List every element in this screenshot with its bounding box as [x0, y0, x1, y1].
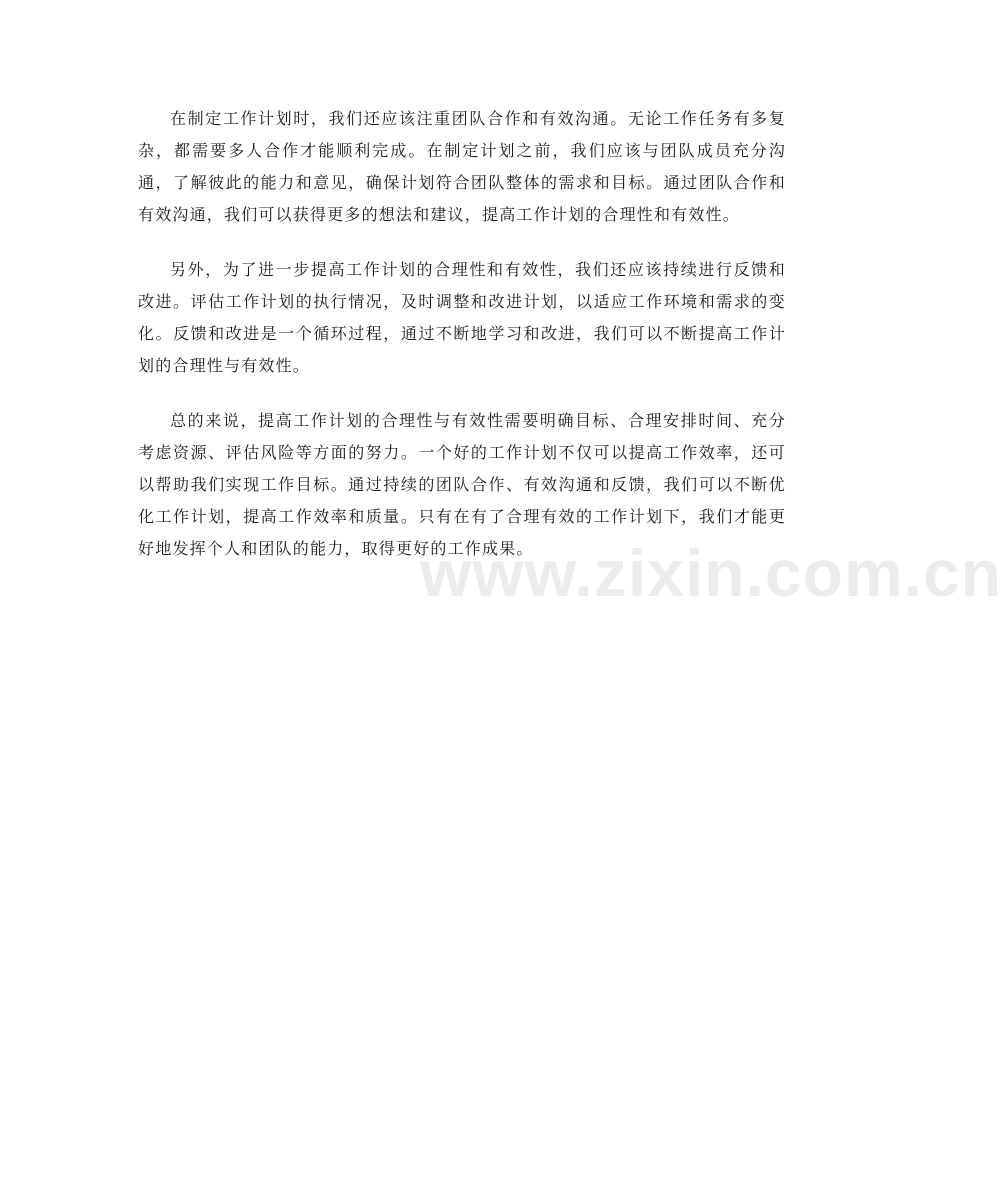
paragraph-3: 总的来说，提高工作计划的合理性与有效性需要明确目标、合理安排时间、充分考虑资源、评估风险等方面的努力。一个好的工作计划不仅可以提高工作效率，还可以帮助我们实现工作目标。通过持续的团队合作、有效沟通和反馈，我们可以不断优化工作计划，提高工作效率和质量。只有在有了合理有效的工作计划下，我们才能更好地发挥个人和团队的能力，取得更好的工作成果。 [138, 411, 786, 558]
document-body [138, 103, 786, 588]
paragraph-1: 在制定工作计划时，我们还应该注重团队合作和有效沟通。无论工作任务有多复杂，都需要多人合作才能顺利完成。在制定计划之前，我们应该与团队成员充分沟通，了解彼此的能力和意见，确保计划符合团队整体的需求和目标。通过团队合作和有效沟通，我们可以获得更多的想法和建议，提高工作计划的合理性和有效性。 [138, 109, 786, 224]
watermark: www.zixin.com.cn [420, 536, 1002, 610]
paragraph-2: 另外，为了进一步提高工作计划的合理性和有效性，我们还应该持续进行反馈和改进。评估工作计划的执行情况，及时调整和改进计划，以适应工作环境和需求的变化。反馈和改进是一个循环过程，通过不断地学习和改进，我们可以不断提高工作计划的合理性与有效性。 [138, 260, 786, 375]
